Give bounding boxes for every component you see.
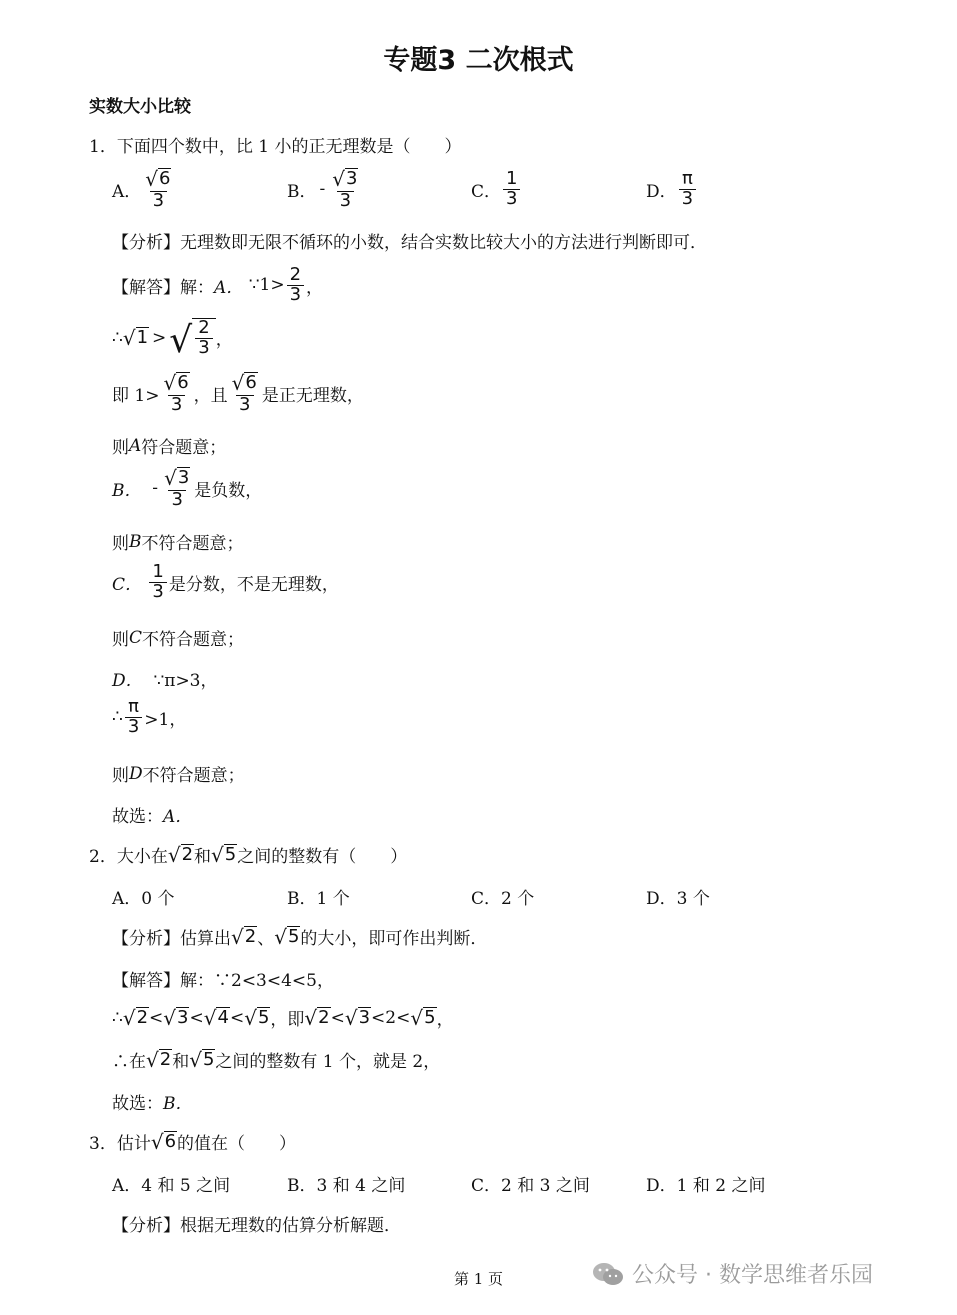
q1-solution-line11: 则 D 不符合题意； <box>112 763 245 786</box>
question-3-options <box>112 1171 872 1196</box>
q1-solution-d: D． ∵π>3， <box>112 671 218 691</box>
q2-solution-line3: ∴在 √ 2 和 √ 5 之间的整数有 1 个，就是 2， <box>112 1047 441 1072</box>
q1-solution-line2: ∴ √ 1 > √ $\frac{2}{3}$ ， <box>112 317 233 362</box>
q2-solution-line2: ∴ √ 2 < √ 3 < √ 4 < √ 5 ，即 √ 2 < √ 3 <2< √ 5 ， <box>112 1005 454 1030</box>
question-2-stem: 2．大小在 √ 2 和 √ 5 之间的整数有（ ） <box>89 842 408 867</box>
option-b: B． - √ 3 3 <box>287 166 358 211</box>
q1-analysis: 【分析】无理数即无限不循环的小数，结合实数比较大小的方法进行判断即可． <box>112 233 707 253</box>
q2-answer: 故选： B． <box>112 1094 193 1114</box>
page-number: 第 1 页 <box>453 1270 504 1288</box>
question-2-options <box>112 884 872 909</box>
q2-analysis: 【分析】估算出 √ 2 、 √ 5 的大小，即可作出判断． <box>112 924 488 949</box>
q1-solution-line8: 则 C 不符合题意； <box>112 627 245 650</box>
option-b: B．3 和 4 之间 <box>287 1176 406 1196</box>
option-a: A． √ 6 3 <box>112 166 171 211</box>
question-1-stem: 1．下面四个数中，比 1 小的正无理数是（ ） <box>89 137 462 157</box>
option-a: A．0 个 <box>112 889 175 909</box>
wechat-icon <box>592 1261 624 1287</box>
watermark: 公众号 · 数学思维者乐园 <box>592 1258 873 1289</box>
q1-solution-a: 【解答】解： A． ∵1> $\frac{2}{3}$ ， <box>112 264 324 305</box>
q1-solution-line4: 则 A 符合题意； <box>112 435 227 458</box>
option-d: D． $\frac{\pi}{3}$ <box>646 170 698 209</box>
q2-solution: 【解答】解：∵2<3<4<5， <box>112 971 334 991</box>
option-d: D．1 和 2 之间 <box>646 1176 766 1196</box>
option-b: B．1 个 <box>287 889 350 909</box>
page-title: 专题3 二次根式 <box>383 45 574 76</box>
section-heading: 实数大小比较 <box>89 97 191 117</box>
q1-solution-b: B． - √ 3 3 是负数， <box>112 465 263 510</box>
option-c: C． $\frac{1}{3}$ <box>471 170 646 209</box>
question-1-options <box>112 168 872 211</box>
question-3-stem: 3．估计 √ 6 的值在（ ） <box>89 1129 297 1154</box>
q1-solution-c: C． $\frac{1}{3}$ 是分数，不是无理数， <box>112 561 339 602</box>
q1-solution-line3: 即 1> √ 6 3 ，且 √ 6 3 是正无理数， <box>112 370 364 415</box>
q1-solution-line10: ∴ $\frac{\pi}{3}$ >1， <box>112 696 187 737</box>
option-d: D．3 个 <box>646 889 710 909</box>
q1-answer: 故选： A． <box>112 807 193 827</box>
option-c: C．2 和 3 之间 <box>471 1176 590 1196</box>
q3-analysis: 【分析】根据无理数的估算分析解题． <box>112 1216 401 1236</box>
option-c: C．2 个 <box>471 889 535 909</box>
option-a: A．4 和 5 之间 <box>112 1176 231 1196</box>
q1-solution-line6: 则 B 不符合题意； <box>112 531 244 554</box>
